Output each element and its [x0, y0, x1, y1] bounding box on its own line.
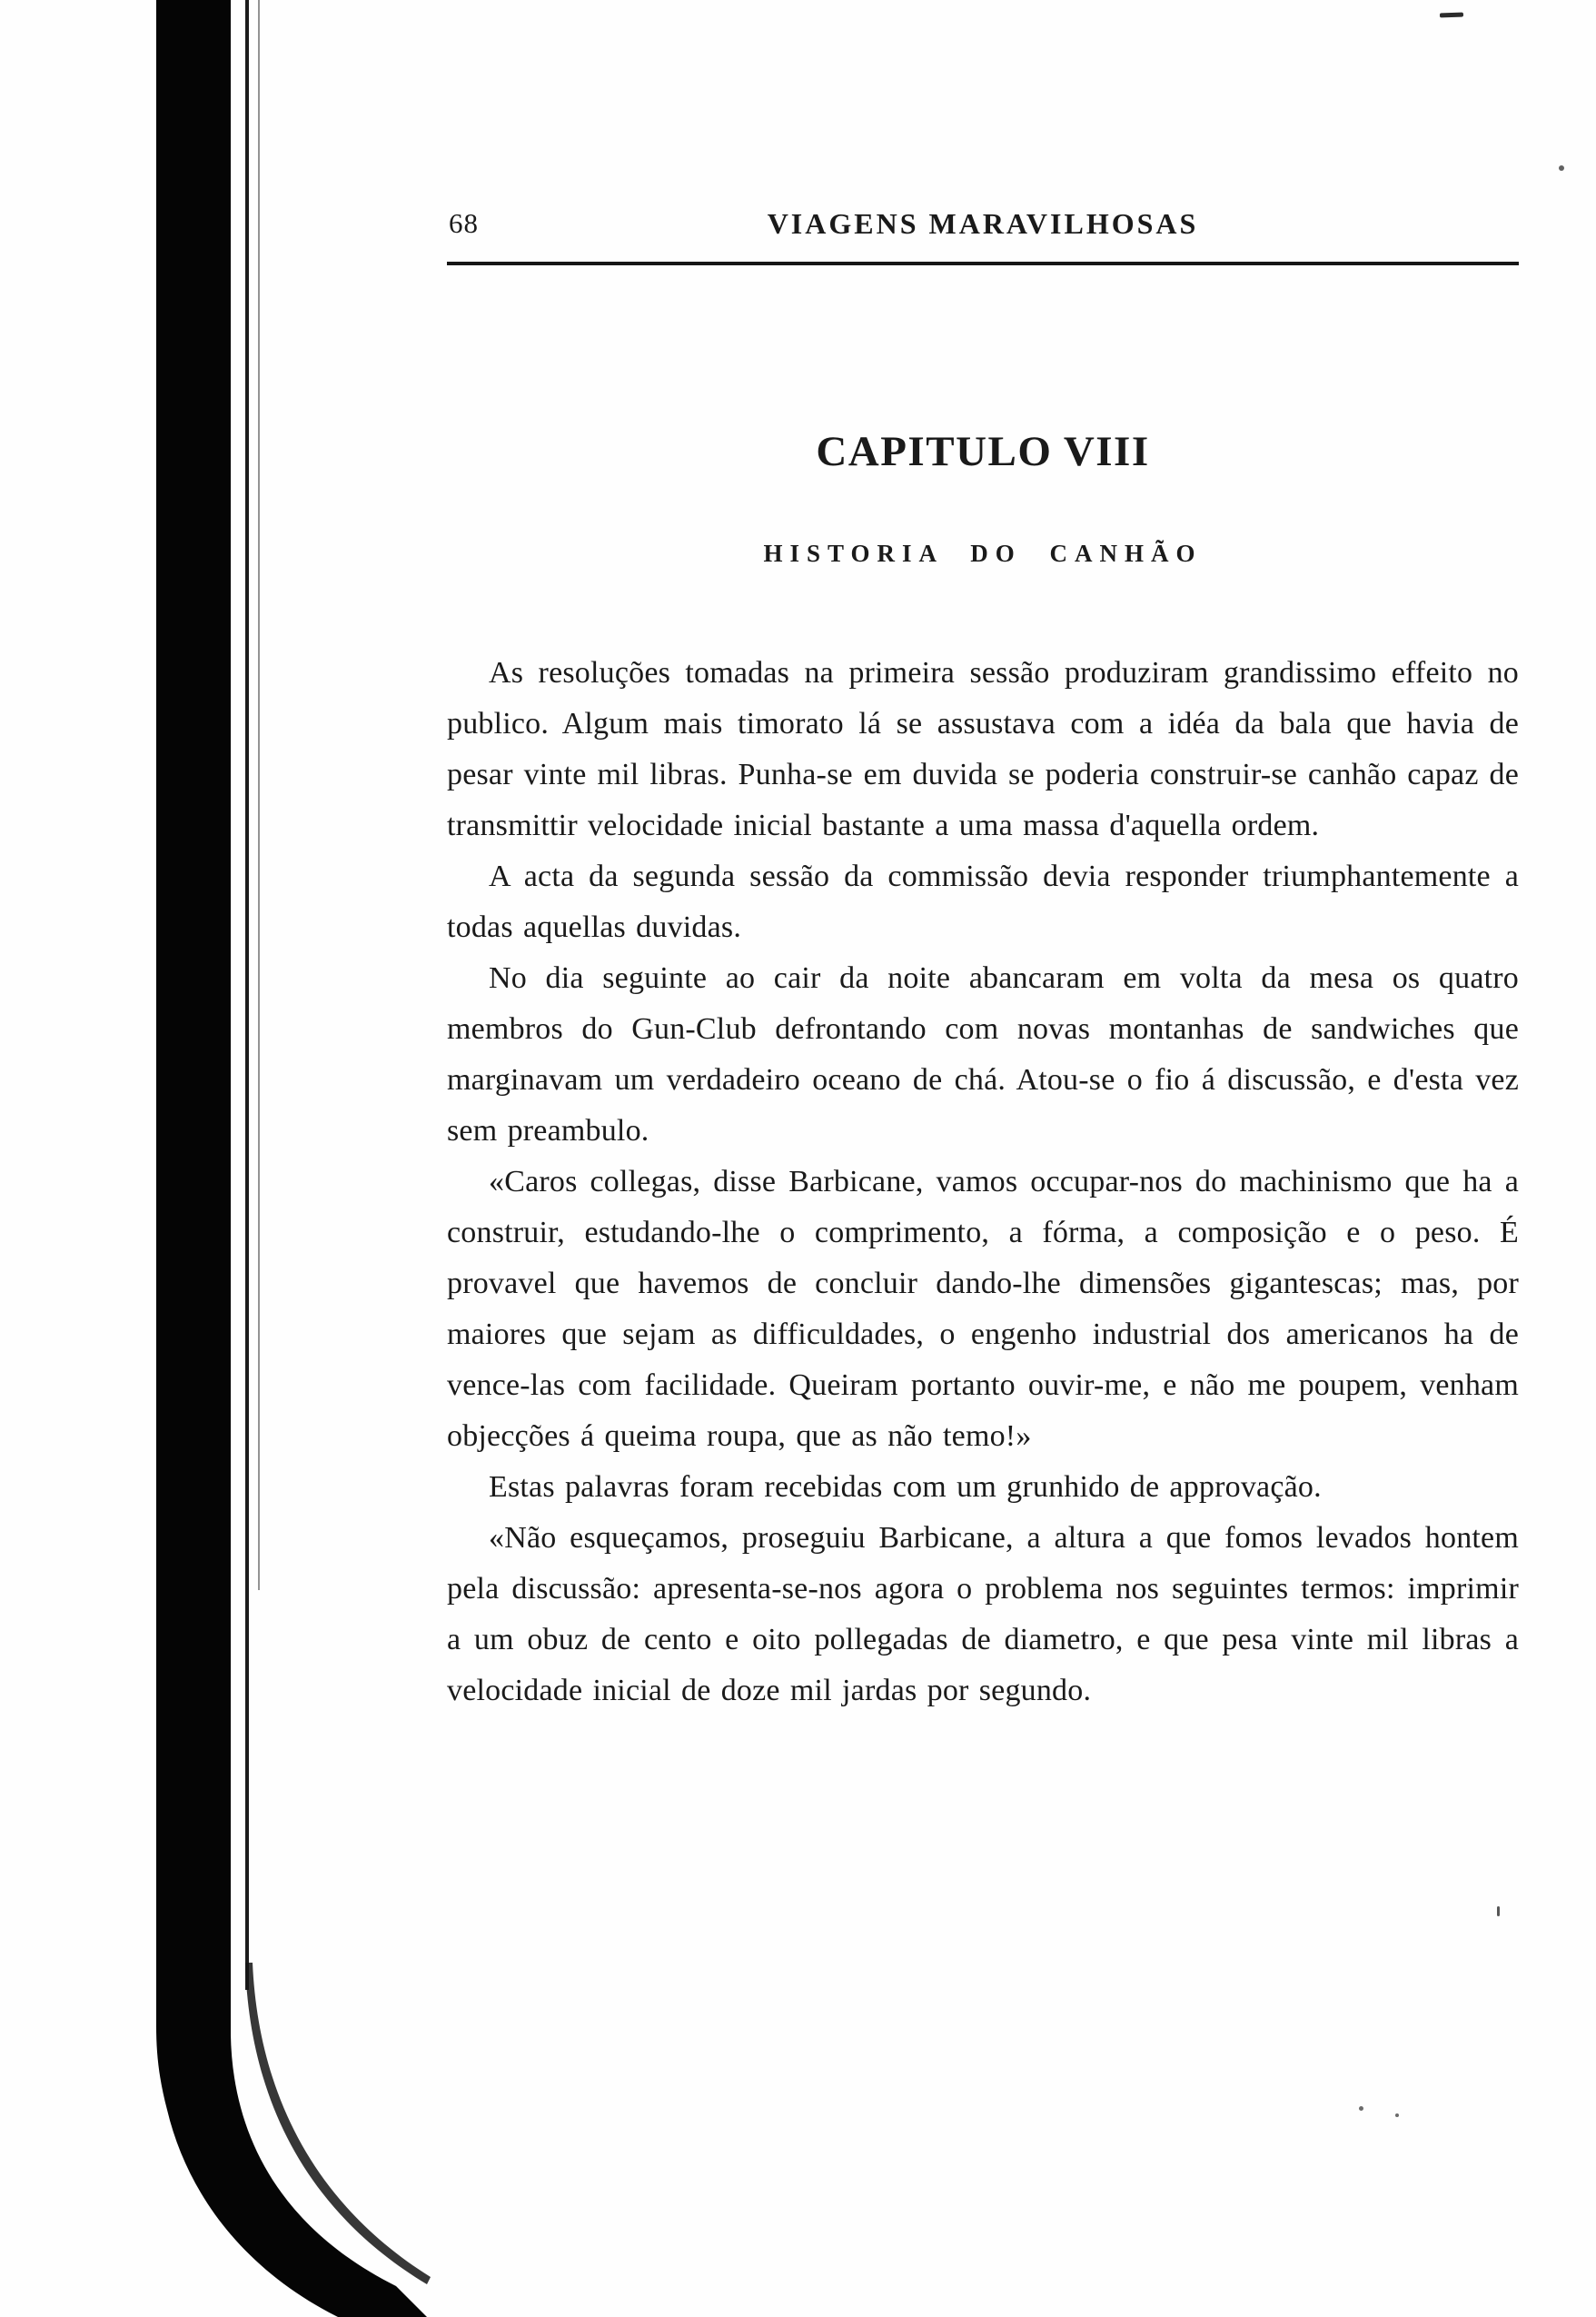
paragraph: A acta da segunda sessão da commissão devia responder triumphantemente a todas aquellas duvidas. — [447, 860, 1519, 944]
page-edge-curve — [245, 1963, 431, 2284]
page-header — [447, 207, 1519, 242]
scan-artifact — [1359, 2106, 1363, 2111]
running-title: VIAGENS MARAVILHOSAS — [767, 207, 1199, 240]
scan-artifact — [1559, 165, 1564, 171]
page-edge-hairline — [258, 0, 260, 1590]
scan-artifact — [1395, 2113, 1399, 2117]
book-binding-edge — [0, 0, 472, 2317]
page-content — [447, 207, 1519, 1716]
binding-band — [156, 0, 427, 2317]
chapter-subtitle: HISTORIA DO CANHÃO — [763, 540, 1203, 567]
header-rule — [447, 262, 1519, 265]
paragraph: Estas palavras foram recebidas com um grunhido de approvação. — [489, 1470, 1322, 1504]
scan-artifact — [1497, 1906, 1500, 1916]
paragraph: No dia seguinte ao cair da noite abancaram em volta da mesa os quatro membros do Gun-Club defrontando com novas montanhas de sandwiches que marginavam um verdadeiro oceano de chá. Atou-se o fio á discussão, e d'esta vez sem preambulo. — [447, 961, 1519, 1148]
paragraph: As resoluções tomadas na primeira sessão produziram grandissimo effeito no publico. Algum mais timorato lá se assustava com a idéa da bala que havia de pesar vinte mil libras. Punha-se em duvida se poderia construir-se canhão capaz de transmittir velocidade inicial bastante a uma massa d'aquella ordem. — [447, 656, 1519, 842]
scan-artifact — [1440, 13, 1463, 18]
page-number: 68 — [449, 207, 479, 239]
paragraph: «Caros collegas, disse Barbicane, vamos occupar-nos do machinismo que ha a construir, estudando-lhe o comprimento, a fórma, a composição e o peso. É provavel que havemos de concluir dando-lhe dimensões gigantescas; mas, por maiores que sejam as difficuldades, o engenho industrial dos americanos ha de vence-las com facilidade. Queiram portanto ouvir-me, e não me poupem, venham objecções á queima roupa, que as não temo!» — [447, 1165, 1519, 1453]
page-edge-line — [245, 0, 249, 1990]
paragraph: «Não esqueçamos, proseguiu Barbicane, a altura a que fomos levados hontem pela discussão: apresenta-se-nos agora o problema nos seguintes termos: imprimir a um obuz de cento e oito pollegadas de diametro, e que pesa vinte mil libras a velocidade inicial de doze mil jardas por segundo. — [447, 1521, 1519, 1707]
body-text — [447, 648, 1519, 1716]
chapter-title: CAPITULO VIII — [816, 428, 1150, 475]
